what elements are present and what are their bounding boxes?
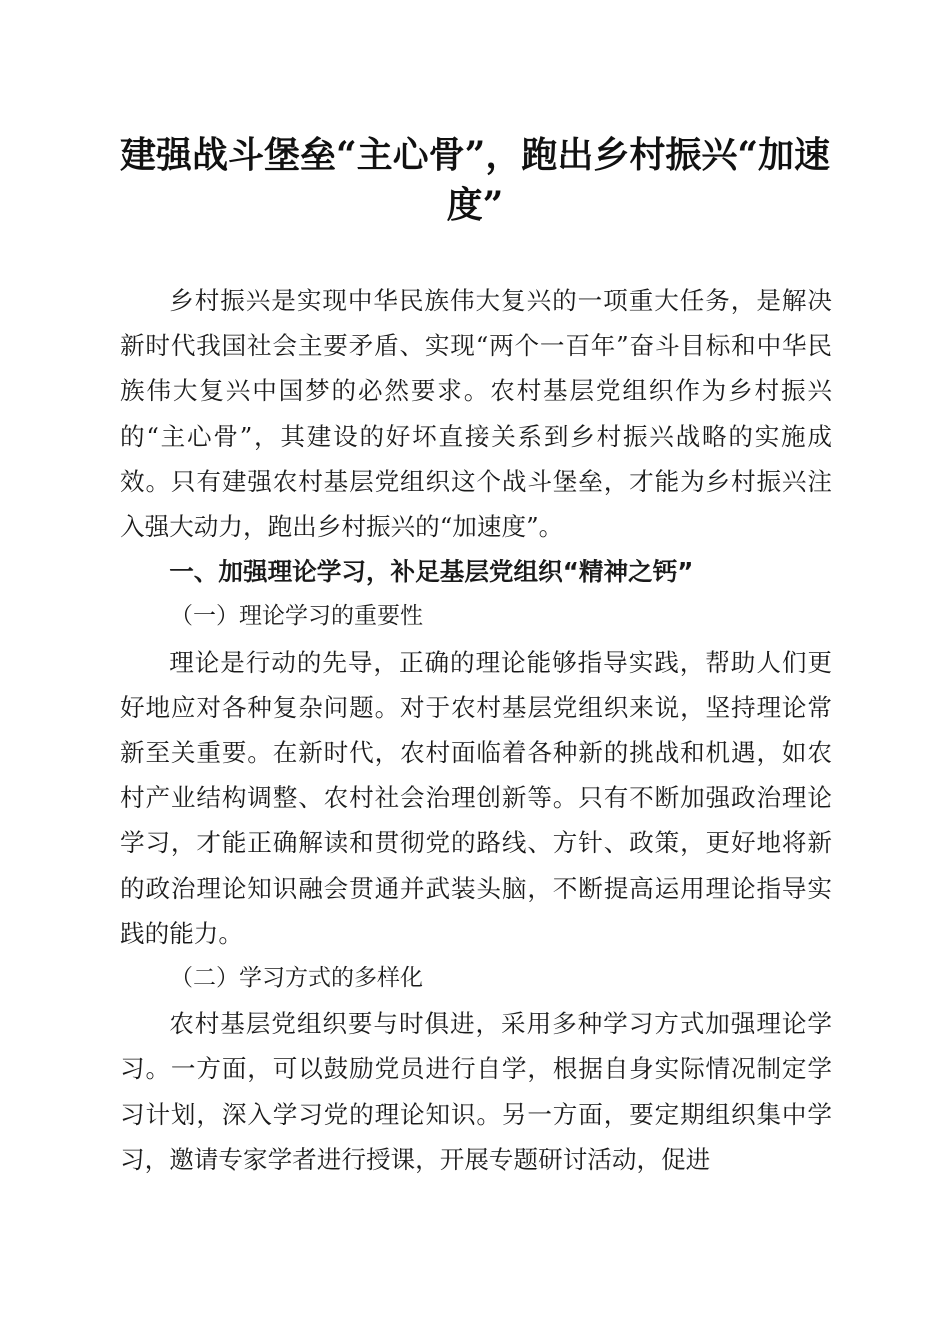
document-body: [120, 278, 832, 1182]
body-paragraph: 农村基层党组织要与时俱进，采用多种学习方式加强理论学习。一方面，可以鼓励党员进行自学，根据自身实际情况制定学习计划，深入学习党的理论知识。另一方面，要定期组织集中学习，邀请专家学者进行授课，开展专题研讨活动，促进: [120, 1009, 832, 1174]
intro-paragraph: 乡村振兴是实现中华民族伟大复兴的一项重大任务，是解决新时代我国社会主要矛盾、实现“两个一百年”奋斗目标和中华民族伟大复兴中国梦的必然要求。农村基层党组织作为乡村振兴的“主心骨”，其建设的好坏直接关系到乡村振兴战略的实施成效。只有建强农村基层党组织这个战斗堡垒，才能为乡村振兴注入强大动力，跑出乡村振兴的“加速度”。: [120, 286, 832, 542]
subsection-heading: （二）学习方式的多样化: [170, 965, 423, 992]
body-paragraph: 理论是行动的先导，正确的理论能够指导实践，帮助人们更好地应对各种复杂问题。对于农村基层党组织来说，坚持理论常新至关重要。在新时代，农村面临着各种新的挑战和机遇，如农村产业结构调整、农村社会治理创新等。只有不断加强政治理论学习，才能正确解读和贯彻党的路线、方针、政策，更好地将新的政治理论知识融会贯通并武装头脑，不断提高运用理论指导实践的能力。: [120, 647, 832, 948]
subsection-heading: （一）理论学习的重要性: [170, 603, 423, 630]
section-heading: 一、加强理论学习，补足基层党组织“精神之钙”: [169, 557, 694, 587]
document-title: 建强战斗堡垒“主心骨”，跑出乡村振兴“加速度”: [119, 134, 831, 226]
